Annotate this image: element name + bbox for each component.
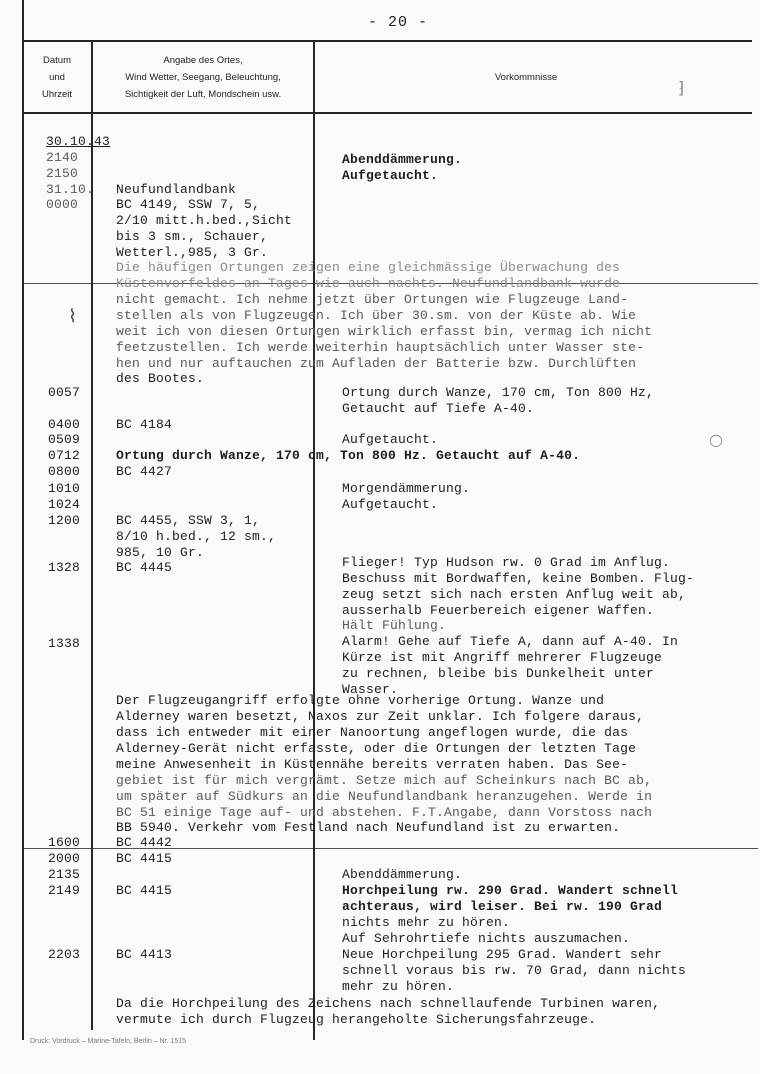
header-col-date: Datum und Uhrzeit xyxy=(41,55,73,100)
event-line: Auf Sehrohrtiefe nichts auszumachen. xyxy=(342,931,631,946)
note-line: Alderney waren besetzt, Naxos zur Zeit unklar. Ich folgere daraus, xyxy=(116,709,645,724)
event-line: nichts mehr zu hören. xyxy=(342,915,511,930)
event-line: ausserhalb Feuerbereich eigener Waffen. xyxy=(342,603,655,618)
event-line: Neue Horchpeilung 295 Grad. Wandert sehr xyxy=(342,947,663,962)
note-line: nicht gemacht. Ich nehme jetzt über Ortungen wie Flugzeuge Land- xyxy=(116,292,629,307)
note-line: gebiet ist für mich vergrämt. Setze mich auf Scheinkurs nach BC ab, xyxy=(116,773,653,788)
print-footer: Druck: Vordruck – Marine-Tafeln, Berlin – Nr. 1515 xyxy=(30,1038,187,1045)
time-cell: 31.10. xyxy=(46,182,95,197)
time-cell: 1600 xyxy=(48,835,81,850)
note-line: weit ich von diesen Ortungen wirklich erfasst bin, vermag ich nicht xyxy=(116,324,653,339)
col1-divider xyxy=(22,0,24,1040)
event-line: achteraus, wird leiser. Bei rw. 190 Grad xyxy=(342,899,663,914)
note-line: feetzustellen. Ich werde weiterhin hauptsächlich unter Wasser ste- xyxy=(116,340,645,355)
note-line: Küstenvorfeldes an Tages wie auch nachts. Neufundlandbank wurde xyxy=(116,276,621,291)
time-cell: 0000 xyxy=(46,197,79,212)
time-cell: 0712 xyxy=(48,448,81,463)
note-line: dass ich entweder mit einer Nanoortung angeflogen wurde, die das xyxy=(116,725,629,740)
note-line: Die häufigen Ortungen zeigen eine gleichmässige Überwachung des xyxy=(116,260,621,275)
page-number: - 20 - xyxy=(368,14,429,31)
place-cell: 8/10 h.bed., 12 sm., xyxy=(116,529,277,544)
place-cell: Ortung durch Wanze, 170 cm, Ton 800 Hz. Getaucht auf A-40. xyxy=(116,448,581,463)
note-line: des Bootes. xyxy=(116,371,205,386)
note-line: vermute ich durch Flugzeug herangeholte Sicherungsfahrzeuge. xyxy=(116,1012,597,1027)
time-cell: 1024 xyxy=(48,497,81,512)
note-line: BB 5940. Verkehr vom Festland nach Neufundland ist zu erwarten. xyxy=(116,820,621,835)
event-line: Abenddämmerung. xyxy=(342,152,463,167)
event-line: Getaucht auf Tiefe A-40. xyxy=(342,401,535,416)
event-line: Alarm! Gehe auf Tiefe A, dann auf A-40. In xyxy=(342,634,679,649)
place-cell: BC 4413 xyxy=(116,947,173,962)
place-cell: 2/10 mitt.h.bed.,Sicht xyxy=(116,213,293,228)
note-line: BC 51 einige Tage auf- und abstehen. F.T.Angabe, dann Vorstoss nach xyxy=(116,805,653,820)
place-cell: 985, 10 Gr. xyxy=(116,545,205,560)
note-line: hen und nur auftauchen zum Aufladen der Batterie bzw. Durchlüften xyxy=(116,356,637,371)
time-cell: 0800 xyxy=(48,464,81,479)
bracket-mark: ⁆ xyxy=(678,78,685,97)
event-line: mehr zu hören. xyxy=(342,979,455,994)
time-cell: 0509 xyxy=(48,432,81,447)
time-cell: 2203 xyxy=(48,947,81,962)
place-cell: bis 3 sm., Schauer, xyxy=(116,229,269,244)
hole-punch-mark: ⌇ xyxy=(68,306,77,327)
header-bottom-rule xyxy=(22,112,752,114)
event-line: Morgendämmerung. xyxy=(342,481,471,496)
event-line: Beschuss mit Bordwaffen, keine Bomben. Flug- xyxy=(342,571,695,586)
event-line: schnell voraus bis rw. 70 Grad, dann nichts xyxy=(342,963,687,978)
time-cell: 1338 xyxy=(48,636,81,651)
note-line: stellen als von Flugzeugen. Ich über 30.sm. von der Küste ab. Wie xyxy=(116,308,637,323)
note-line: Der Flugzeugangriff erfolgte ohne vorherige Ortung. Wanze und xyxy=(116,693,605,708)
time-cell: 0400 xyxy=(48,417,81,432)
place-cell: BC 4442 xyxy=(116,835,173,850)
place-cell: BC 4184 xyxy=(116,417,173,432)
header-col-events: Vorkommnisse xyxy=(494,72,558,83)
place-cell: Neufundlandbank xyxy=(116,182,237,197)
header-col-place: Angabe des Ortes, Wind Wetter, Seegang, Beleuchtung, Sichtigkeit der Luft, Mondschein usw. xyxy=(124,55,282,100)
col3-divider xyxy=(313,40,315,1040)
place-cell: BC 4427 xyxy=(116,464,173,479)
note-line: Alderney-Gerät nicht erfasste, oder die Ortungen der letzten Tage xyxy=(116,741,637,756)
note-line: Da die Horchpeilung des Zeichens nach schnellaufende Turbinen waren, xyxy=(116,996,661,1011)
event-line: Kürze ist mit Angriff mehrerer Flugzeuge xyxy=(342,650,663,665)
time-cell: 2000 xyxy=(48,851,81,866)
note-line: um später auf Südkurs an die Neufundlandbank heranzugehen. Werde in xyxy=(116,789,653,804)
time-cell: 1200 xyxy=(48,513,81,528)
event-line: Horchpeilung rw. 290 Grad. Wandert schnell xyxy=(342,883,679,898)
place-cell: BC 4455, SSW 3, 1, xyxy=(116,513,261,528)
note-line: meine Anwesenheit in Küstennähe bereits verraten haben. Das See- xyxy=(116,757,629,772)
paper-hole-circle: ○ xyxy=(709,430,723,449)
event-line: Aufgetaucht. xyxy=(342,497,439,512)
place-cell: BC 4415 xyxy=(116,851,173,866)
time-cell: 30.10.43 xyxy=(46,134,111,149)
time-cell: 1328 xyxy=(48,560,81,575)
event-line: Aufgetaucht. xyxy=(342,168,439,183)
event-line: zu rechnen, bleibe bis Dunkelheit unter xyxy=(342,666,655,681)
place-cell: BC 4415 xyxy=(116,883,173,898)
time-cell: 1010 xyxy=(48,481,81,496)
event-line: Ortung durch Wanze, 170 cm, Ton 800 Hz, xyxy=(342,385,655,400)
table-top-rule xyxy=(22,40,752,42)
event-line: Aufgetaucht. xyxy=(342,432,439,447)
time-cell: 2135 xyxy=(48,867,81,882)
time-cell: 0057 xyxy=(48,385,81,400)
event-line: Flieger! Typ Hudson rw. 0 Grad im Anflug. xyxy=(342,555,671,570)
time-cell: 2140 xyxy=(46,150,79,165)
time-cell: 2150 xyxy=(46,166,79,181)
event-line: zeug setzt sich nach ersten Anflug weit ab, xyxy=(342,587,687,602)
event-line: Abenddämmerung. xyxy=(342,867,463,882)
event-line: Hält Fühlung. xyxy=(342,618,447,633)
place-cell: BC 4149, SSW 7, 5, xyxy=(116,197,261,212)
place-cell: Wetterl.,985, 3 Gr. xyxy=(116,245,269,260)
event-line: Wasser. xyxy=(342,682,399,697)
time-cell: 2149 xyxy=(48,883,81,898)
place-cell: BC 4445 xyxy=(116,560,173,575)
